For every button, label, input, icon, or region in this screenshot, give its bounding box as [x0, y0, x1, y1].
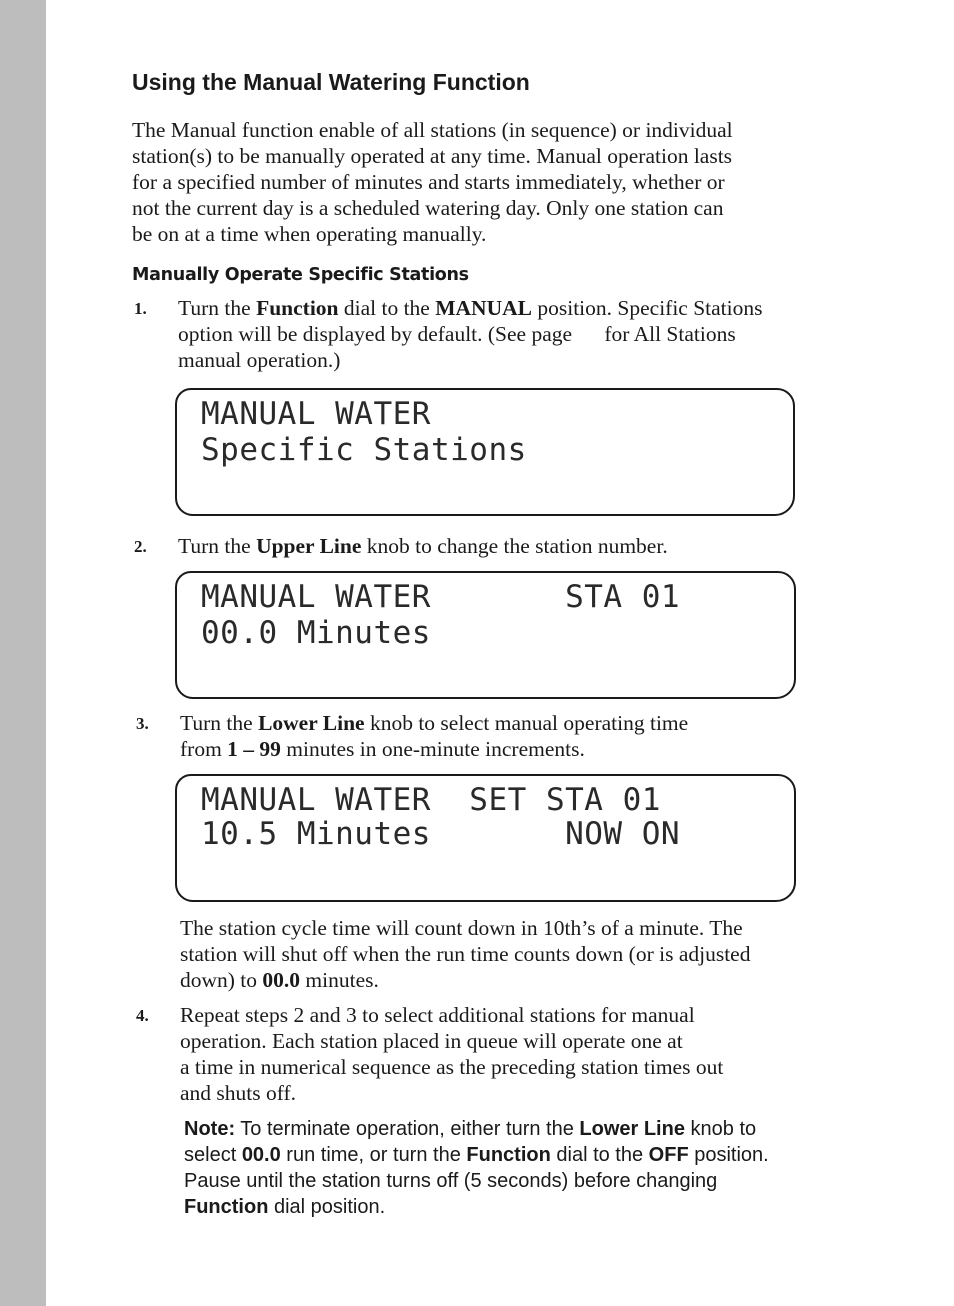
note-block: [184, 1116, 834, 1220]
lcd-display: [175, 388, 795, 516]
lcd-line-1: MANUAL WATER: [201, 396, 431, 432]
step-line: [178, 533, 838, 559]
text-run: knob to change the station number.: [361, 534, 668, 558]
step-line: [180, 710, 840, 736]
text-run: Turn the: [178, 534, 257, 558]
lcd-display: [175, 571, 796, 699]
step-line: option will be displayed by default. (See page for All Stations: [178, 322, 736, 346]
step-3-text: [180, 710, 840, 762]
text-run: select: [184, 1144, 242, 1166]
text-run: from: [180, 737, 228, 761]
note-line: [184, 1142, 834, 1168]
step-line: operation. Each station placed in queue will operate one at: [180, 1029, 683, 1053]
bold-term: OFF: [648, 1144, 689, 1166]
intro-paragraph: [132, 117, 832, 247]
note-label: Note:: [184, 1118, 236, 1140]
step-number: 4.: [136, 1006, 149, 1025]
intro-line: not the current day is a scheduled watering day. Only one station can: [132, 196, 724, 220]
intro-line: for a specified number of minutes and starts immediately, whether or: [132, 170, 725, 194]
intro-line: be on at a time when operating manually.: [132, 222, 487, 246]
text-run: dial to the: [550, 1144, 649, 1166]
lcd-line-1: MANUAL WATER STA 01: [201, 579, 681, 615]
bold-term: Function: [184, 1196, 269, 1218]
text-run: knob to: [684, 1118, 757, 1140]
text-run: down) to: [180, 968, 263, 992]
paragraph-line: The station cycle time will count down in 10th’s of a minute. The: [180, 916, 743, 940]
text-run: minutes in one-minute increments.: [280, 737, 585, 761]
bold-term: 00.0: [241, 1144, 281, 1166]
bold-term: Lower Line: [258, 711, 365, 735]
subsection-heading: Manually Operate Specific Stations: [132, 265, 469, 285]
lcd-line-2: Specific Stations: [201, 432, 527, 468]
text-run: dial position.: [268, 1196, 386, 1218]
text-run: knob to select manual operating time: [364, 711, 689, 735]
bold-term: 1 – 99: [227, 737, 281, 761]
bold-term: Function: [466, 1144, 551, 1166]
text-run: Turn the: [178, 296, 257, 320]
step-line: Repeat steps 2 and 3 to select additional stations for manual: [180, 1003, 695, 1027]
bold-term: Lower Line: [579, 1118, 685, 1140]
text-run: position.: [688, 1144, 769, 1166]
paragraph-line: station will shut off when the run time counts down (or is adjusted: [180, 942, 751, 966]
bold-term: MANUAL: [435, 296, 532, 320]
step-4-text: [180, 1002, 840, 1106]
step-line: [180, 736, 840, 762]
lcd-line-2: 00.0 Minutes: [201, 615, 431, 651]
step-line: a time in numerical sequence as the preceding station times out: [180, 1055, 724, 1079]
lcd-line-1: MANUAL WATER SET STA 01: [201, 782, 661, 818]
text-run: minutes.: [300, 968, 379, 992]
step-2-text: [178, 533, 838, 559]
section-heading: Using the Manual Watering Function: [132, 69, 530, 95]
text-run: position. Specific Stations: [531, 296, 763, 320]
note-line: [184, 1194, 834, 1220]
intro-line: station(s) to be manually operated at any time. Manual operation lasts: [132, 144, 733, 168]
step-line: manual operation.): [178, 348, 341, 372]
step-number: 2.: [134, 537, 147, 556]
text-run: run time, or turn the: [280, 1144, 467, 1166]
text-run: Turn the: [180, 711, 259, 735]
bold-term: Function: [256, 296, 339, 320]
lcd-line-2: 10.5 Minutes NOW ON: [201, 816, 681, 852]
step-1-text: [178, 295, 838, 373]
step-line: and shuts off.: [180, 1081, 297, 1105]
text-run: To terminate operation, either turn the: [235, 1118, 580, 1140]
intro-line: The Manual function enable of all stations (in sequence) or individual: [132, 118, 733, 142]
page-margin-bar: [0, 0, 46, 1306]
lcd-display: [175, 774, 796, 902]
note-line: [184, 1116, 834, 1142]
bold-term: 00.0: [262, 968, 301, 992]
step-number: 3.: [136, 714, 149, 733]
paragraph-line: [180, 967, 840, 993]
countdown-paragraph: [180, 915, 840, 993]
note-line: Pause until the station turns off (5 seconds) before changing: [184, 1170, 718, 1192]
bold-term: Upper Line: [256, 534, 362, 558]
text-run: dial to the: [338, 296, 436, 320]
step-number: 1.: [134, 299, 147, 318]
step-line: [178, 295, 838, 321]
